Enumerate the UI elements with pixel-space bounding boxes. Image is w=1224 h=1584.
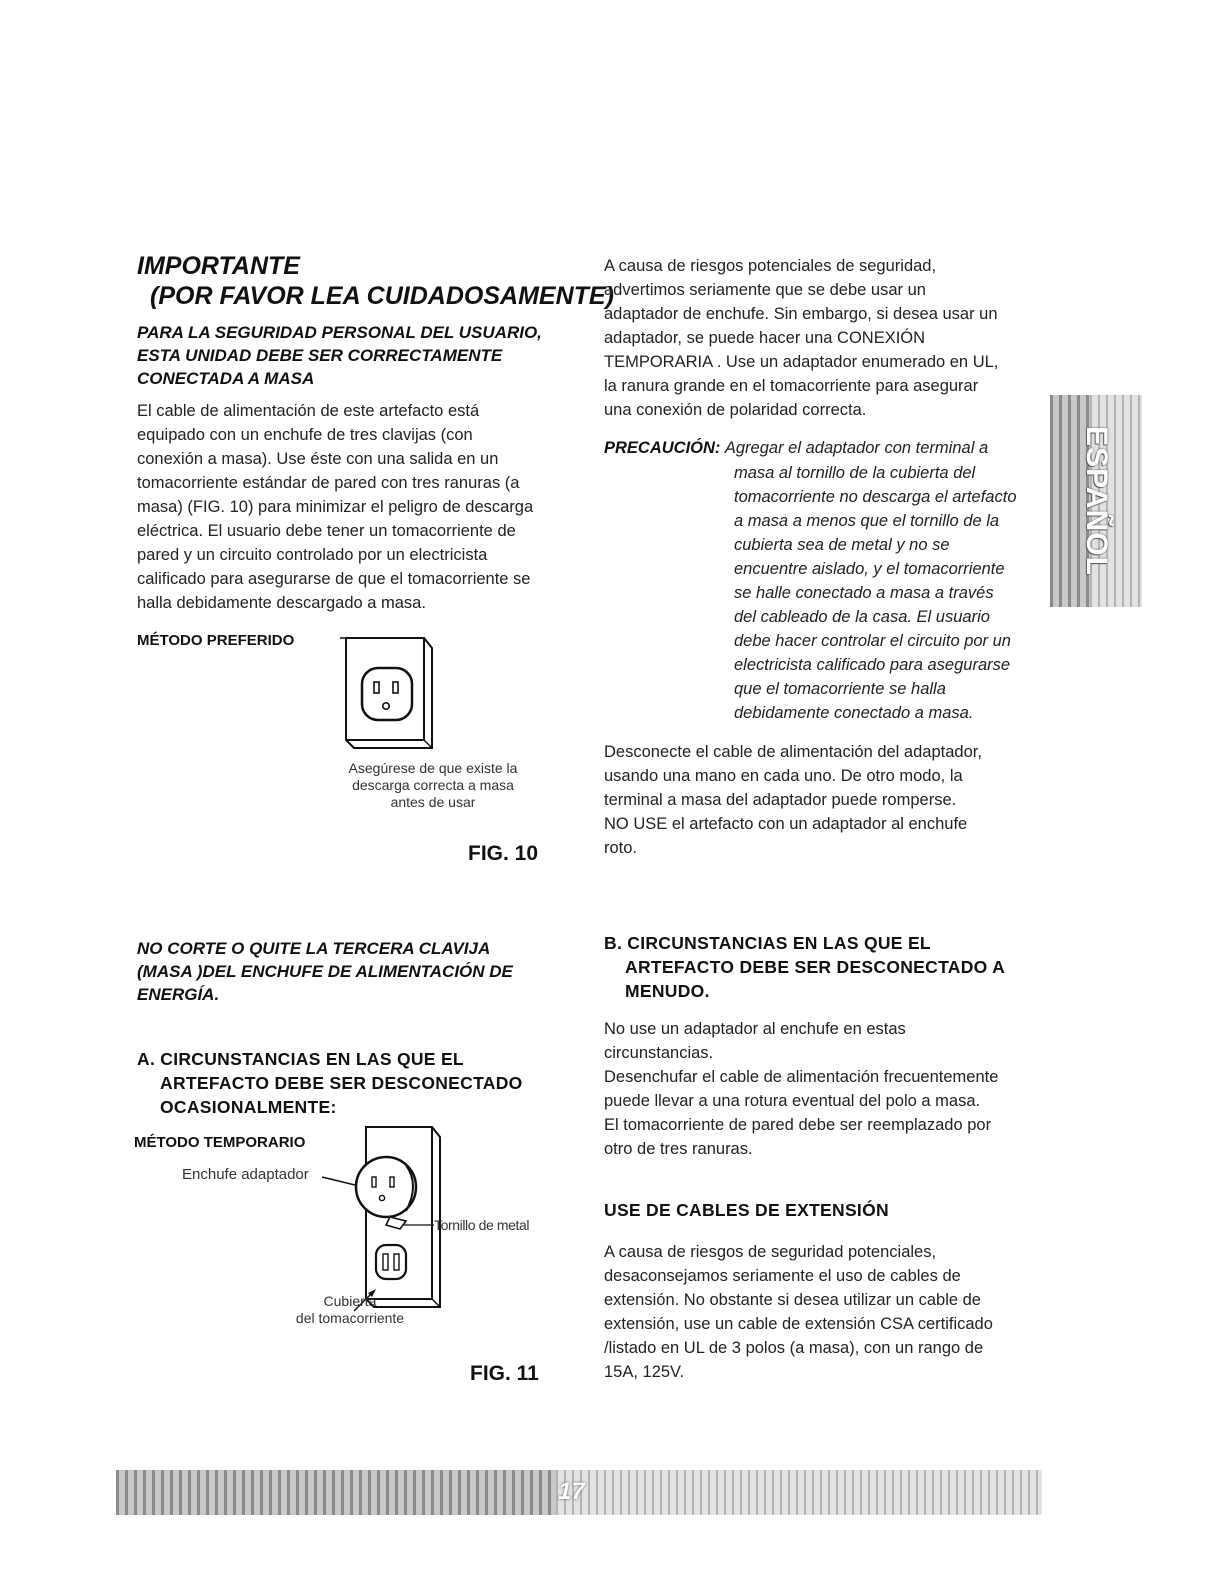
disconnect-text xyxy=(604,740,1054,860)
caution-line: debe hacer controlar el circuito por un xyxy=(734,632,1011,650)
caution-line: se halle conectado a masa a través xyxy=(734,584,994,602)
body-line: desaconsejamos seriamente el uso de cables de xyxy=(604,1267,961,1285)
body-line: A causa de riesgos potenciales de seguridad, xyxy=(604,257,937,275)
adapter-intro xyxy=(604,254,1054,422)
section-a-line: OCASIONALMENTE: xyxy=(160,1097,337,1117)
body-line: roto. xyxy=(604,839,638,857)
title-importante: IMPORTANTE xyxy=(137,252,300,280)
section-a-line: A. CIRCUNSTANCIAS EN LAS QUE EL xyxy=(137,1049,464,1069)
body-line: una conexión de polaridad correcta. xyxy=(604,401,867,419)
body-line: pared y un circuito controlado por un electricista xyxy=(137,546,488,564)
section-a-heading xyxy=(137,1047,597,1119)
body-line: advertimos seriamente que se debe usar un xyxy=(604,281,926,299)
section-a-line: ARTEFACTO DEBE SER DESCONECTADO xyxy=(160,1073,523,1093)
safety-heading-line: ESTA UNIDAD DEBE SER CORRECTAMENTE xyxy=(137,346,503,365)
body-line: otro de tres ranuras. xyxy=(604,1140,753,1158)
fig10-caption xyxy=(318,760,548,811)
safety-body xyxy=(137,399,597,615)
footer-bar-left xyxy=(116,1470,556,1515)
body-line: terminal a masa del adaptador puede romperse. xyxy=(604,791,957,809)
wall-outlet-illustration xyxy=(340,630,440,750)
body-line: Desconecte el cable de alimentación del adaptador, xyxy=(604,743,982,761)
body-line: eléctrica. El usuario debe tener un tomacorriente de xyxy=(137,522,516,540)
body-line: puede llevar a una rotura eventual del polo a masa. xyxy=(604,1092,981,1110)
caution-line: a masa a menos que el tornillo de la xyxy=(734,512,1000,530)
body-line: El cable de alimentación de este artefacto está xyxy=(137,402,480,420)
extension-heading: USE DE CABLES DE EXTENSIÓN xyxy=(604,1200,889,1220)
caption-line: Asegúrese de que existe la xyxy=(348,760,518,776)
section-b-line: ARTEFACTO DEBE SER DESCONECTADO A xyxy=(625,957,1006,977)
caution-line: del cableado de la casa. El usuario xyxy=(734,608,990,626)
caution-line: cubierta sea de metal y no se xyxy=(734,536,950,554)
caution-line: debidamente conectado a masa. xyxy=(734,704,974,722)
section-b-body xyxy=(604,1017,1054,1161)
caution-label: PRECAUCIÓN: xyxy=(604,439,721,457)
safety-heading xyxy=(137,321,597,390)
cover-label-line: del tomacorriente xyxy=(295,1310,405,1326)
body-line: adaptador, se puede hacer una CONEXIÓN xyxy=(604,329,926,347)
section-b-line: B. CIRCUNSTANCIAS EN LAS QUE EL xyxy=(604,933,931,953)
safety-heading-line: CONECTADA A MASA xyxy=(137,369,315,388)
fig10-label: FIG. 10 xyxy=(468,842,539,865)
caution-first-line: Agregar el adaptador con terminal a xyxy=(724,439,989,457)
caution-line: masa al tornillo de la cubierta del xyxy=(734,464,976,482)
caption-line: antes de usar xyxy=(390,794,476,810)
cover-label-line: Cubierta xyxy=(323,1293,377,1309)
warning-line: ENERGÍA. xyxy=(137,985,220,1004)
body-line: Desenchufar el cable de alimentación frecuentemente xyxy=(604,1068,999,1086)
body-line: halla debidamente descargado a masa. xyxy=(137,594,426,612)
footer-bar xyxy=(116,1470,1042,1515)
body-line: El tomacorriente de pared debe ser reemplazado por xyxy=(604,1116,992,1134)
warning-line: (MASA )DEL ENCHUFE DE ALIMENTACIÓN DE xyxy=(137,962,513,981)
caution-line: electricista calificado para asegurarse xyxy=(734,656,1011,674)
section-b-line: MENUDO. xyxy=(625,981,710,1001)
title-por-favor: (POR FAVOR LEA CUIDADOSAMENTE) xyxy=(150,282,614,310)
body-line: /listado en UL de 3 polos (a masa), con un rango de xyxy=(604,1339,984,1357)
language-side-tab xyxy=(1050,395,1142,607)
body-line: A causa de riesgos de seguridad potenciales, xyxy=(604,1243,937,1261)
body-line: masa) (FIG. 10) para minimizar el peligro de descarga xyxy=(137,498,534,516)
no-cut-warning xyxy=(137,937,597,1006)
footer-bar-right xyxy=(556,1470,1042,1515)
body-line: circunstancias. xyxy=(604,1044,714,1062)
body-line: extensión. No obstante si desea utilizar un cable de xyxy=(604,1291,981,1309)
caption-line: descarga correcta a masa xyxy=(352,777,514,793)
body-line: conexión a masa). Use éste con una salida en un xyxy=(137,450,499,468)
side-tab-label: ESPAÑOL xyxy=(1080,426,1113,576)
section-b-heading xyxy=(604,931,1054,1003)
body-line: extensión, use un cable de extensión CSA certificado xyxy=(604,1315,993,1333)
caution-line: que el tomacorriente se halla xyxy=(734,680,946,698)
temporary-method-label: MÉTODO TEMPORARIO xyxy=(134,1134,306,1151)
adapter-label: Enchufe adaptador xyxy=(182,1166,309,1183)
page-number: 17 xyxy=(558,1478,585,1505)
screw-label: Tornillo de metal xyxy=(434,1217,530,1233)
body-line: la ranura grande en el tomacorriente para asegurar xyxy=(604,377,979,395)
body-line: calificado para asegurarse de que el tomacorriente se xyxy=(137,570,531,588)
caution-line: encuentre aislado, y el tomacorriente xyxy=(734,560,1005,578)
extension-body xyxy=(604,1240,1054,1384)
body-line: NO USE el artefacto con un adaptador al enchufe xyxy=(604,815,968,833)
body-line: tomacorriente estándar de pared con tres ranuras (a xyxy=(137,474,520,492)
body-line: TEMPORARIA . Use un adaptador enumerado en UL, xyxy=(604,353,999,371)
safety-heading-line: PARA LA SEGURIDAD PERSONAL DEL USUARIO, xyxy=(137,323,542,342)
body-line: No use un adaptador al enchufe en estas xyxy=(604,1020,906,1038)
body-line: 15A, 125V. xyxy=(604,1363,685,1381)
caution-block xyxy=(604,436,1054,725)
body-line: usando una mano en cada uno. De otro modo, la xyxy=(604,767,963,785)
fig11-label: FIG. 11 xyxy=(470,1362,539,1385)
preferred-method-label: MÉTODO PREFERIDO xyxy=(137,632,295,649)
body-line: adaptador de enchufe. Sin embargo, si desea usar un xyxy=(604,305,998,323)
caution-line: tomacorriente no descarga el artefacto xyxy=(734,488,1017,506)
warning-line: NO CORTE O QUITE LA TERCERA CLAVIJA xyxy=(137,939,491,958)
body-line: equipado con un enchufe de tres clavijas (con xyxy=(137,426,473,444)
cover-label xyxy=(270,1293,430,1327)
